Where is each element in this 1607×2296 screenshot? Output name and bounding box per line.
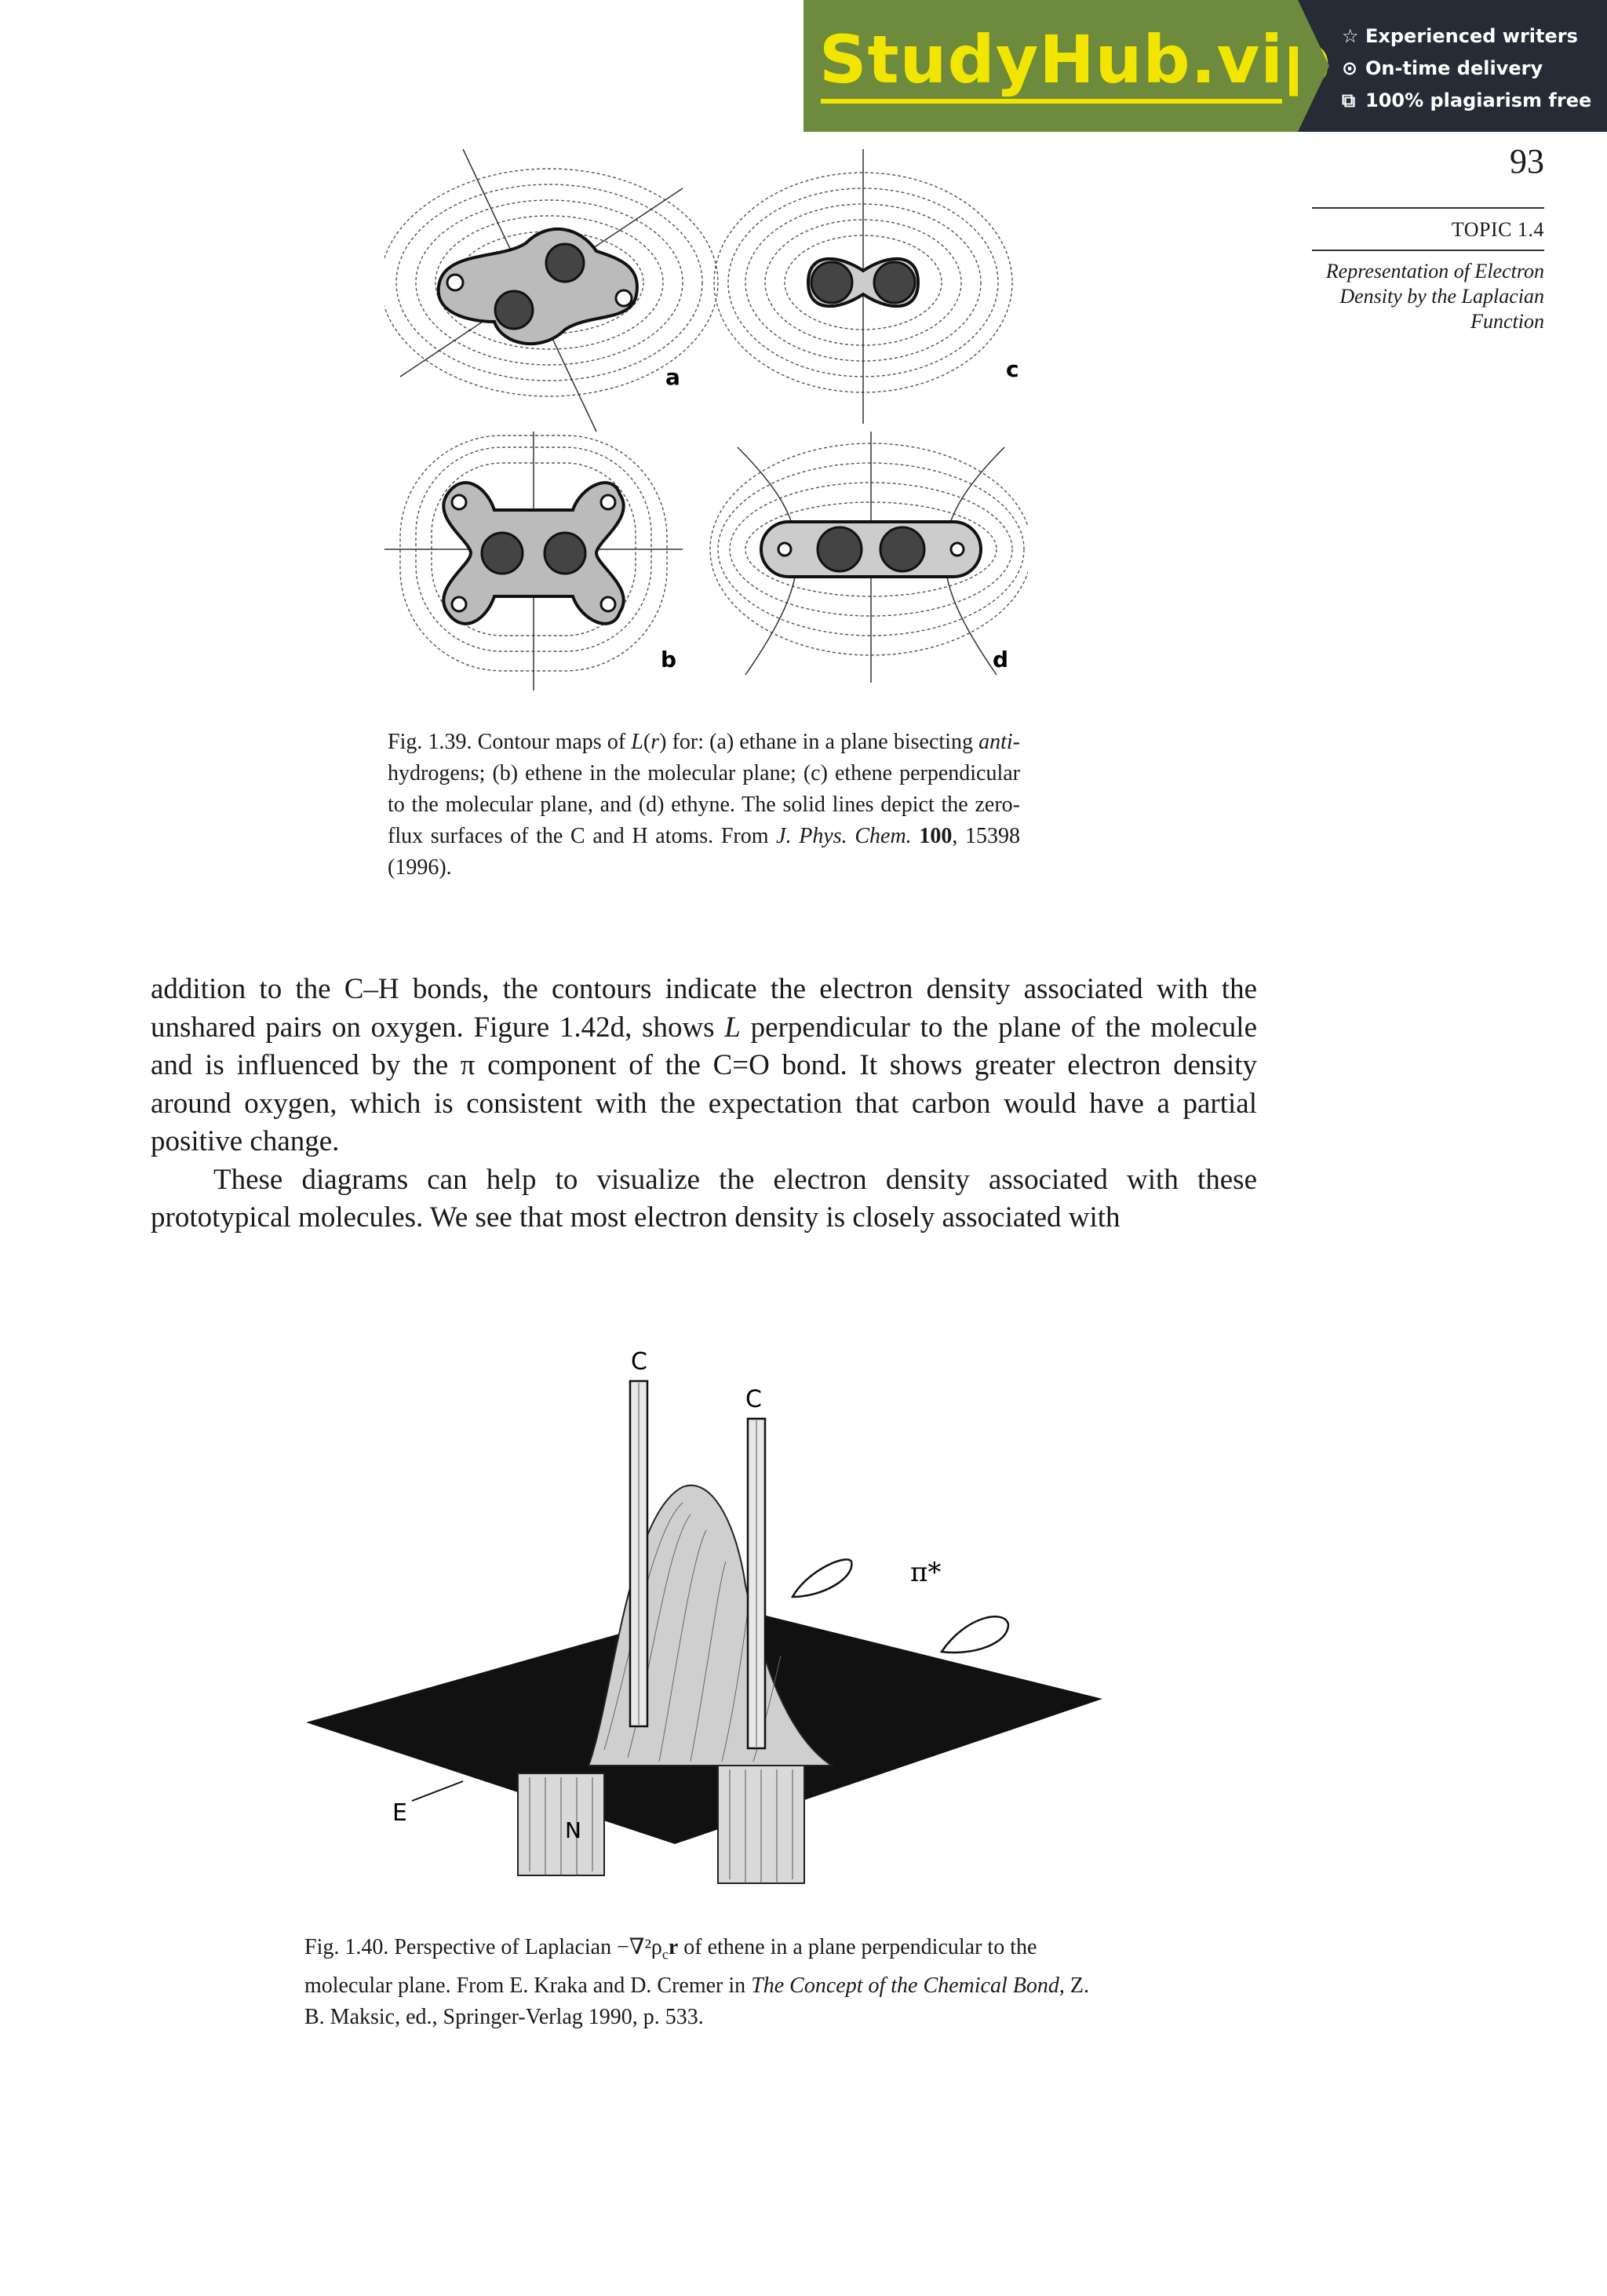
- figure-1-39-caption: Fig. 1.39. Contour maps of L(r) for: (a) ethane in a plane bisecting anti-hydrogens; (b) ethene in the molecular plane; (c) ethene perpendicular to the molecular plane, and (d) ethyne. The solid lines depict the zero-flux surfaces of the C and H atoms. From J. Phys. Chem. 100, 15398 (1996).: [388, 730, 1021, 880]
- feature-list: [1342, 20, 1591, 117]
- studyhub-logo: StudyHub.vip: [819, 21, 1332, 98]
- panel-b-ethene-molecular-plane: [384, 432, 683, 691]
- copy-icon: ⧉: [1342, 89, 1356, 111]
- panel-c-ethene-perpendicular: [714, 149, 1019, 424]
- label-e: E: [392, 1799, 407, 1827]
- logo-underline: [821, 99, 1282, 104]
- page-number: 93: [1510, 142, 1544, 180]
- body-text: [151, 971, 1257, 1237]
- figure-1-39-contour-maps: [384, 141, 1028, 698]
- header-rule-bottom: [1312, 250, 1544, 251]
- paragraph-2: These diagrams can help to visualize the electron density associated with these prototypical molecules. We see that most electron density is closely associated with: [151, 1163, 1257, 1234]
- clock-icon: ⊙: [1342, 57, 1358, 79]
- feature-experienced-writers: ☆ Experienced writers: [1342, 20, 1591, 53]
- topic-label: TOPIC 1.4: [1451, 218, 1544, 241]
- panel-label-b: b: [661, 647, 677, 672]
- figure-1-40-caption: Fig. 1.40. Perspective of Laplacian $-\nabla^2\rho_cr$ of ethene in a plane perpendicular to the molecular plane. From E. Kraka and D. Cremer in The Concept of the Chemical Bond, Z. B. Maksic, ed., Springer-Verlag 1990, p. 533.: [304, 1935, 1089, 2029]
- label-carbon-2: C: [745, 1386, 762, 1413]
- banner-logo-panel: [804, 0, 1332, 132]
- header-rule-top: [1312, 207, 1544, 209]
- label-n: N: [565, 1817, 581, 1843]
- panel-label-c: c: [1006, 356, 1019, 382]
- label-pi-star: π*: [910, 1557, 942, 1588]
- panel-label-a: a: [665, 364, 680, 390]
- panel-d-ethyne: [710, 432, 1028, 683]
- label-carbon-1: C: [631, 1348, 647, 1376]
- studyhub-banner[interactable]: [804, 0, 1607, 132]
- figure-1-40-laplacian-perspective: [298, 1326, 1114, 1922]
- panel-label-d: d: [993, 647, 1009, 672]
- feature-plagiarism-free: ⧉ 100% plagiarism free: [1342, 85, 1591, 117]
- star-icon: ☆: [1342, 25, 1359, 47]
- topic-subtitle: Representation of Electron Density by the Laplacian Function: [1325, 260, 1544, 333]
- panel-a-ethane: [384, 149, 718, 432]
- banner-arrow: [1298, 0, 1329, 132]
- feature-on-time-delivery: ⊙ On-time delivery: [1342, 53, 1591, 85]
- paragraph-1: addition to the C–H bonds, the contours indicate the electron density associated with the unshared pairs on oxygen. Figure 1.42d, shows L perpendicular to the plane of the molecule and is influenced by the π component of the C=O bond. It shows greater electron density around oxygen, which is consistent with the expectation that carbon would have a partial positive change.: [151, 973, 1257, 1157]
